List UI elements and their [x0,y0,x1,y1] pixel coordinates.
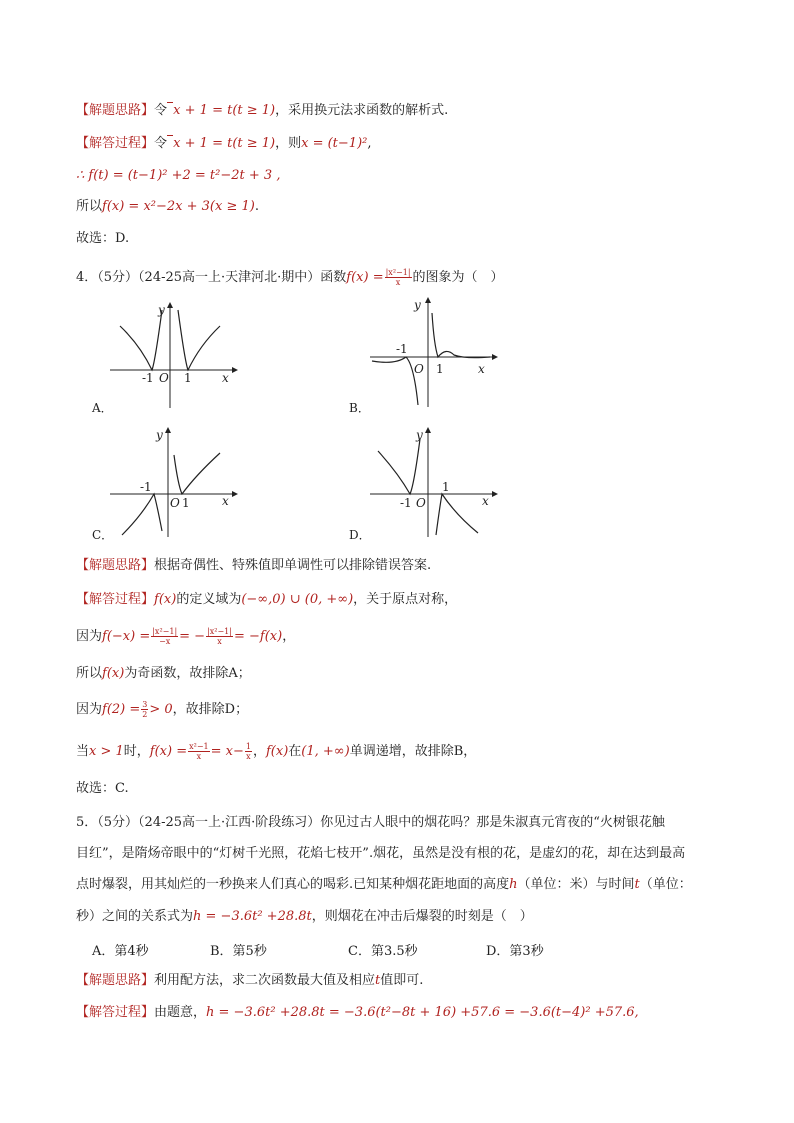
then-text: ，则 [275,136,302,151]
svg-text:O: O [416,496,426,510]
q4-proc-line4: 因为f(2) = $\frac{3}{2}$ > 0，故排除D； [76,700,249,719]
tick-pos-label: 1 [184,371,192,385]
let-text-2: 令 [154,136,168,151]
q4-proc-line3: 所以f(x)为奇函数，故排除A； [76,666,251,681]
q3-proc-line3: 所以f(x) = x²−2x + 3(x ≥ 1). [76,199,259,214]
svg-text:y: y [156,428,163,442]
q4-answer: 故选：C. [76,781,129,796]
q4-hint-line: 【解题思路】根据奇偶性、特殊值即单调性可以排除错误答案. [76,558,432,573]
svg-text:x: x [478,362,485,376]
q4-proc-line1: 【解答过程】f(x)的定义域为(−∞,0) ∪ (0, +∞)，关于原点对称， [76,592,458,607]
svg-text:y: y [416,428,423,442]
q4-proc-line2: 因为f(−x) = $\frac{\text{|x²−1|}}{-x}$ = − $\frac{\text{|x²−1|}}{x}$ = −f(x)， [76,627,296,646]
axis-x-label: x [222,371,229,385]
axis-y-label: y [158,303,165,317]
option-c-label[interactable]: C． [92,528,114,542]
svg-text:x: x [482,494,489,508]
svg-text:O: O [170,496,180,510]
proc-label: 【解答过程】 [76,136,155,151]
x-expr: x = (t−1)² [301,136,368,151]
graph-option-d[interactable] [370,425,500,540]
q4-number: 4．（5分）（24-25高一上·天津河北·期中）函数 [76,270,347,285]
option-b-label[interactable]: B． [349,401,370,415]
q3-answer: 故选：D. [76,231,130,246]
svg-text:1: 1 [182,496,190,510]
hint-text: ，采用换元法求函数的解析式. [275,103,449,118]
substitution-expr-2: x + 1 = t(t ≥ 1) [167,135,275,151]
graph-option-b[interactable] [370,295,500,410]
q4-stem: 4．（5分）（24-25高一上·天津河北·期中）函数f(x) = $\frac{\text{|x²−1|}}{x}$ 的图象为（ ） [76,268,504,287]
fx-result: f(x) = x²−2x + 3(x ≥ 1) [102,199,255,214]
svg-text:y: y [414,298,421,312]
origin-label: O [159,371,169,385]
substitution-expr: x + 1 = t(t ≥ 1) [167,102,275,118]
graph-option-a[interactable] [110,300,240,412]
q4-func-frac: $\frac{\text{|x²−1|}}{x}$ [385,268,411,287]
ft-expr: ∴ f(t) = (t−1)² +2 = t²−2t + 3 , [76,168,281,183]
svg-text:1: 1 [442,480,450,494]
tick-neg-label: -1 [142,371,154,385]
q5-choice-b[interactable]: B．第5秒 [210,944,267,959]
q5-hint-line: 【解题思路】利用配方法，求二次函数最大值及相应t值即可. [76,973,424,988]
q4-hint-text: 根据奇偶性、特殊值即单调性可以排除错误答案. [154,558,432,573]
option-d-label[interactable]: D． [349,528,371,542]
svg-text:1: 1 [436,362,444,376]
graph-option-c[interactable] [110,425,240,540]
q3-hint-line [76,101,448,121]
q3-proc-line2 [76,166,280,186]
option-a-label[interactable]: A． [92,401,113,415]
q5-stem-line1: 5．（5分）（24-25高一上·江西·阶段练习）你见过古人眼中的烟花吗？那是朱淑真元宵夜的“火树银花触 [76,815,665,830]
hint-label: 【解题思路】 [76,103,155,118]
q5-stem-line2: 目红”，是隋炀帝眼中的“灯树千光照，花焰七枝开”.烟花，虽然是没有根的花，是虚幻的花，却在达到最高 [76,846,686,861]
q5-expr: h = −3.6t² +28.8t = −3.6(t²−8t + 16) +57.6 = −3.6(t−4)² +57.6, [206,1005,639,1020]
q5-choice-c[interactable]: C．第3.5秒 [348,944,418,959]
svg-text:O: O [414,362,424,376]
q5-stem-line4: 秒）之间的关系式为h = −3.6t² +28.8t，则烟花在冲击后爆裂的时刻是（ ） [76,909,533,924]
svg-text:-1: -1 [140,480,152,494]
svg-text:-1: -1 [400,496,412,510]
q4-proc-line5: 当x > 1时，f(x) = $\frac{\text{x²−1}}{x}$ = x− $\frac{1}{x}$ ，f(x)在(1, +∞)单调递增，故排除B， [76,742,477,761]
q5-choice-a[interactable]: A．第4秒 [92,944,149,959]
q5-stem-line3: 点时爆裂，用其灿烂的一秒换来人们真心的喝彩.已知某种烟花距地面的高度h（单位：米）与时间t（单位： [76,877,692,892]
svg-text:-1: -1 [396,342,408,356]
q3-proc-line1: 【解答过程】令 x + 1 = t(t ≥ 1)，则x = (t−1)², [76,136,372,151]
svg-text:x: x [222,494,229,508]
let-text: 令 [154,103,168,118]
q5-choice-d[interactable]: D．第3秒 [486,944,544,959]
q5-proc-line: 【解答过程】由题意，h = −3.6t² +28.8t = −3.6(t²−8t + 16) +57.6 = −3.6(t−4)² +57.6, [76,1005,639,1020]
